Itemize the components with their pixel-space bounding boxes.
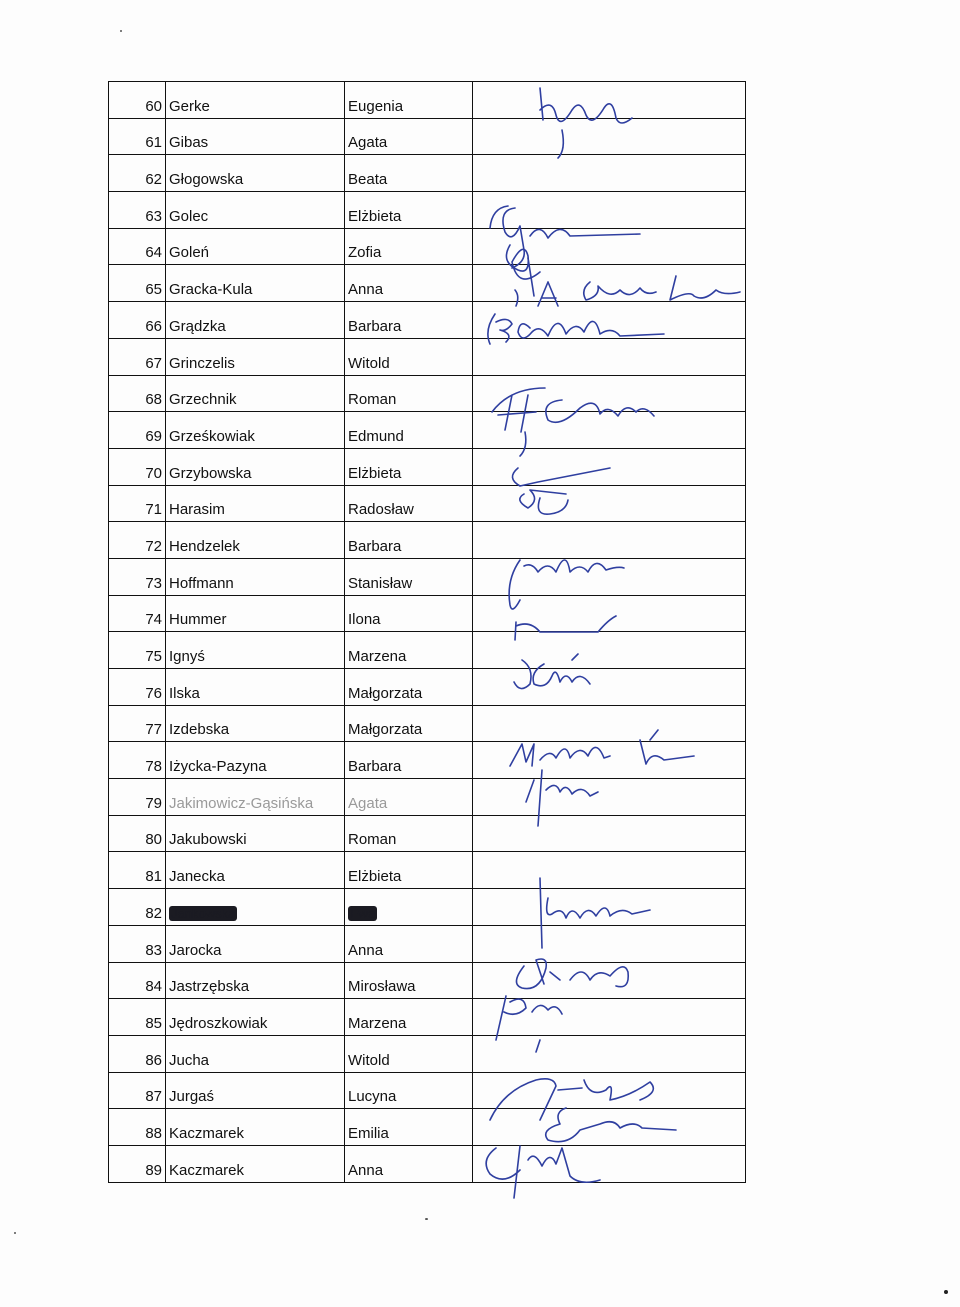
row-surname: Ilska <box>166 669 345 706</box>
row-number: 83 <box>109 925 166 962</box>
row-surname-redacted: Jankowska <box>166 889 345 926</box>
table-row <box>109 1109 746 1146</box>
table-row <box>109 558 746 595</box>
row-first-name: Elżbieta <box>345 852 473 889</box>
row-signature-cell <box>473 889 746 926</box>
row-signature-cell <box>473 82 746 119</box>
row-first-name: Barbara <box>345 302 473 339</box>
row-first-name: Anna <box>345 1145 473 1182</box>
row-surname: Ignyś <box>166 632 345 669</box>
row-signature-cell <box>473 448 746 485</box>
row-first-name: Emilia <box>345 1109 473 1146</box>
row-surname: Golec <box>166 192 345 229</box>
table-row <box>109 925 746 962</box>
row-number: 88 <box>109 1109 166 1146</box>
row-surname: Goleń <box>166 228 345 265</box>
row-number: 81 <box>109 852 166 889</box>
table-row <box>109 632 746 669</box>
table-row <box>109 1072 746 1109</box>
row-signature-cell <box>473 228 746 265</box>
row-signature-cell <box>473 265 746 302</box>
row-number: 84 <box>109 962 166 999</box>
row-number: 82 <box>109 889 166 926</box>
row-first-name: Roman <box>345 815 473 852</box>
row-signature-cell <box>473 962 746 999</box>
table-row <box>109 118 746 155</box>
table-row <box>109 705 746 742</box>
table-row <box>109 522 746 559</box>
row-signature-cell <box>473 1145 746 1182</box>
table-row <box>109 265 746 302</box>
row-surname: Izdebska <box>166 705 345 742</box>
row-first-name: Stanisław <box>345 558 473 595</box>
row-surname: Jarocka <box>166 925 345 962</box>
row-signature-cell <box>473 669 746 706</box>
row-signature-cell <box>473 852 746 889</box>
row-surname: Grzybowska <box>166 448 345 485</box>
table-row <box>109 962 746 999</box>
row-surname: Hoffmann <box>166 558 345 595</box>
table-row <box>109 1035 746 1072</box>
row-number: 67 <box>109 338 166 375</box>
row-first-name: Anna <box>345 265 473 302</box>
row-signature-cell <box>473 522 746 559</box>
row-surname: Głogowska <box>166 155 345 192</box>
attendance-table <box>108 81 746 1183</box>
row-first-name: Eugenia <box>345 82 473 119</box>
table-row <box>109 999 746 1036</box>
table-row <box>109 302 746 339</box>
row-surname: Kaczmarek <box>166 1145 345 1182</box>
table-row <box>109 889 746 926</box>
row-signature-cell <box>473 485 746 522</box>
row-surname: Grądzka <box>166 302 345 339</box>
table-row <box>109 852 746 889</box>
row-number: 61 <box>109 118 166 155</box>
row-signature-cell <box>473 1072 746 1109</box>
row-number: 70 <box>109 448 166 485</box>
row-first-name: Elżbieta <box>345 192 473 229</box>
row-surname: Hummer <box>166 595 345 632</box>
table-row <box>109 1145 746 1182</box>
row-first-name: Małgorzata <box>345 705 473 742</box>
table-row <box>109 669 746 706</box>
row-signature-cell <box>473 705 746 742</box>
row-first-name: Ilona <box>345 595 473 632</box>
row-first-name: Barbara <box>345 522 473 559</box>
row-signature-cell <box>473 302 746 339</box>
row-number: 79 <box>109 779 166 816</box>
row-number: 80 <box>109 815 166 852</box>
table-row <box>109 155 746 192</box>
row-number: 89 <box>109 1145 166 1182</box>
row-signature-cell <box>473 558 746 595</box>
table-row <box>109 779 746 816</box>
row-signature-cell <box>473 779 746 816</box>
attendance-table-body <box>109 82 746 1183</box>
row-first-name: Agata <box>345 118 473 155</box>
row-first-name: Marzena <box>345 632 473 669</box>
row-signature-cell <box>473 632 746 669</box>
table-row <box>109 412 746 449</box>
row-number: 64 <box>109 228 166 265</box>
row-number: 74 <box>109 595 166 632</box>
table-row <box>109 375 746 412</box>
row-surname: Grześkowiak <box>166 412 345 449</box>
row-number: 77 <box>109 705 166 742</box>
row-number: 85 <box>109 999 166 1036</box>
row-first-name: Barbara <box>345 742 473 779</box>
row-first-name: Anna <box>345 925 473 962</box>
row-number: 68 <box>109 375 166 412</box>
row-number: 78 <box>109 742 166 779</box>
row-surname: Gracka-Kula <box>166 265 345 302</box>
table-row <box>109 82 746 119</box>
row-signature-cell <box>473 999 746 1036</box>
row-signature-cell <box>473 1035 746 1072</box>
row-signature-cell <box>473 192 746 229</box>
row-first-name: Lucyna <box>345 1072 473 1109</box>
row-number: 71 <box>109 485 166 522</box>
row-first-name: Witold <box>345 1035 473 1072</box>
row-surname: Jucha <box>166 1035 345 1072</box>
row-number: 65 <box>109 265 166 302</box>
scan-speck <box>14 1232 16 1234</box>
row-surname: Hendzelek <box>166 522 345 559</box>
row-signature-cell <box>473 815 746 852</box>
row-signature-cell <box>473 375 746 412</box>
row-signature-cell <box>473 338 746 375</box>
row-first-name: Beata <box>345 155 473 192</box>
row-signature-cell <box>473 1109 746 1146</box>
row-number: 75 <box>109 632 166 669</box>
row-number: 63 <box>109 192 166 229</box>
row-first-name: Elżbieta <box>345 448 473 485</box>
row-first-name: Mirosława <box>345 962 473 999</box>
row-surname: Gibas <box>166 118 345 155</box>
row-signature-cell <box>473 118 746 155</box>
row-surname: Iżycka-Pazyna <box>166 742 345 779</box>
row-surname: Jędroszkowiak <box>166 999 345 1036</box>
row-surname: Janecka <box>166 852 345 889</box>
row-surname: Gerke <box>166 82 345 119</box>
row-number: 72 <box>109 522 166 559</box>
row-surname: Grzechnik <box>166 375 345 412</box>
row-first-name: Agata <box>345 779 473 816</box>
row-number: 86 <box>109 1035 166 1072</box>
table-row <box>109 448 746 485</box>
row-number: 76 <box>109 669 166 706</box>
row-surname: Grinczelis <box>166 338 345 375</box>
row-number: 73 <box>109 558 166 595</box>
row-first-name: Radosław <box>345 485 473 522</box>
row-surname: Jastrzębska <box>166 962 345 999</box>
row-signature-cell <box>473 742 746 779</box>
row-signature-cell <box>473 925 746 962</box>
row-surname: Kaczmarek <box>166 1109 345 1146</box>
row-surname: Jurgaś <box>166 1072 345 1109</box>
scan-speck <box>425 1218 428 1220</box>
row-first-name: Marzena <box>345 999 473 1036</box>
row-first-name: Edmund <box>345 412 473 449</box>
row-signature-cell <box>473 155 746 192</box>
row-first-name: Zofia <box>345 228 473 265</box>
row-surname: Jakubowski <box>166 815 345 852</box>
row-number: 66 <box>109 302 166 339</box>
row-first-name: Witold <box>345 338 473 375</box>
table-row <box>109 338 746 375</box>
table-row <box>109 815 746 852</box>
scan-speck <box>120 30 122 32</box>
row-surname: Harasim <box>166 485 345 522</box>
scan-speck <box>944 1290 948 1294</box>
row-surname: Jakimowicz-Gąsińska <box>166 779 345 816</box>
row-number: 60 <box>109 82 166 119</box>
table-row <box>109 595 746 632</box>
row-first-name-redacted: Ewa <box>345 889 473 926</box>
row-number: 87 <box>109 1072 166 1109</box>
table-row <box>109 485 746 522</box>
table-row <box>109 228 746 265</box>
row-number: 62 <box>109 155 166 192</box>
row-first-name: Roman <box>345 375 473 412</box>
row-signature-cell <box>473 412 746 449</box>
row-number: 69 <box>109 412 166 449</box>
row-signature-cell <box>473 595 746 632</box>
table-row <box>109 192 746 229</box>
row-first-name: Małgorzata <box>345 669 473 706</box>
table-row <box>109 742 746 779</box>
